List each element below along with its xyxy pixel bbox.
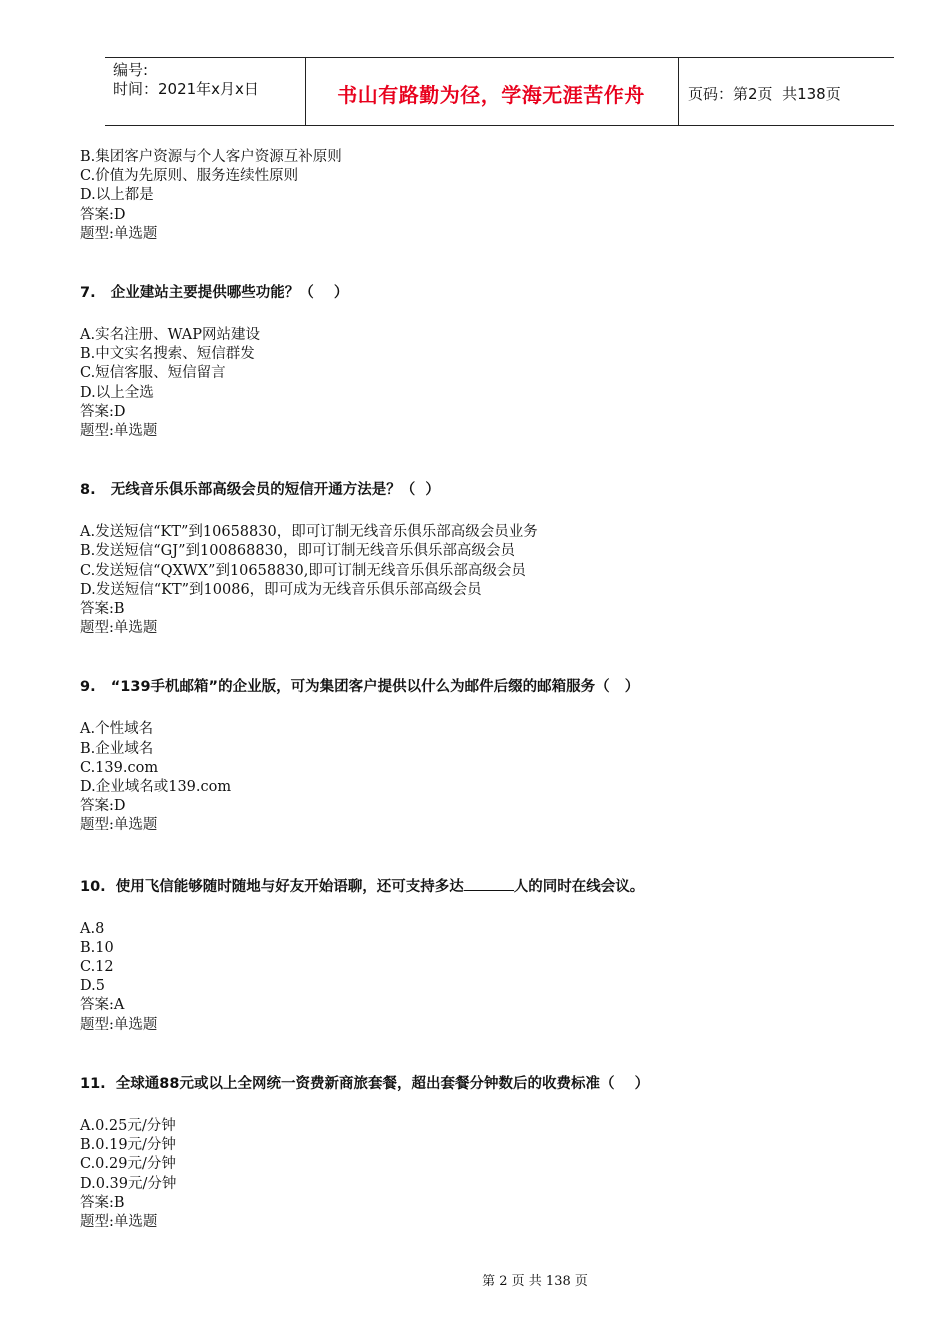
type-line: 题型:单选题 — [80, 620, 158, 637]
header-page-info: 页码：第2页 共138页 — [688, 85, 841, 103]
page-header — [105, 57, 894, 125]
header-bottom-rule — [105, 125, 894, 126]
header-top-rule — [105, 57, 894, 58]
option-c: C.短信客服、短信留言 — [80, 365, 226, 382]
option-c: C.发送短信“QXWX”到10658830,即可订制无线音乐俱乐部高级会员 — [80, 562, 526, 579]
type-line: 题型:单选题 — [80, 817, 158, 834]
option-a: A.0.25元/分钟 — [80, 1117, 176, 1134]
question-10 — [80, 876, 880, 1035]
question-text — [80, 876, 880, 897]
page-footer: 第 2 页 共 138 页 — [482, 1274, 588, 1289]
option-c: C.12 — [80, 959, 114, 976]
option-c: C.0.29元/分钟 — [80, 1156, 176, 1173]
option-b: B.企业域名 — [80, 740, 154, 757]
option-a: A.实名注册、WAP网站建设 — [80, 327, 260, 344]
answer-line: 答案:A — [80, 997, 125, 1014]
type-line: 题型:单选题 — [80, 1213, 158, 1230]
option-a: A.发送短信“KT”到10658830，即可订制无线音乐俱乐部高级会员业务 — [80, 524, 538, 541]
answer-line: 答案:D — [80, 798, 126, 815]
question-11 — [80, 1075, 880, 1232]
answer-line: 答案:D — [80, 403, 126, 420]
answer-line: 答案:B — [80, 1194, 125, 1211]
option-a: A.8 — [80, 920, 105, 937]
intro-block — [80, 148, 880, 244]
option-b: B.0.19元/分钟 — [80, 1137, 176, 1154]
option-line: D.以上都是 — [80, 187, 154, 204]
option-d: D.5 — [80, 978, 105, 995]
number-label: 编号: — [113, 61, 149, 79]
question-text-pre: 10. 使用飞信能够随时随地与好友开始语聊，还可支持多达 — [80, 878, 464, 895]
option-d: D.企业域名或139.com — [80, 779, 232, 796]
time-label: 时间：2021年x月x日 — [113, 80, 259, 98]
header-motto: 书山有路勤为径，学海无涯苦作舟 — [337, 83, 645, 107]
option-b: B.中文实名搜索、短信群发 — [80, 346, 255, 363]
answer-line: 答案:B — [80, 601, 125, 618]
type-line: 题型:单选题 — [80, 423, 158, 440]
question-text: 9. “139手机邮箱”的企业版，可为集团客户提供以什么为邮件后缀的邮箱服务（ ） — [80, 679, 640, 696]
option-b: B.发送短信“GJ”到100868830，即可订制无线音乐俱乐部高级会员 — [80, 543, 516, 560]
question-8 — [80, 481, 880, 638]
question-text: 7. 企业建站主要提供哪些功能？（ ） — [80, 285, 349, 302]
option-b: B.10 — [80, 939, 114, 956]
type-line: 题型:单选题 — [80, 1016, 158, 1033]
option-c: C.139.com — [80, 759, 159, 776]
question-text: 8. 无线音乐俱乐部高级会员的短信开通方法是？（ ） — [80, 482, 440, 499]
document-body — [80, 148, 880, 1232]
option-line: C.价值为先原则、服务连续性原则 — [80, 168, 299, 185]
option-line: B.集团客户资源与个人客户资源互补原则 — [80, 149, 342, 165]
option-d: D.以上全选 — [80, 384, 154, 401]
header-meta — [113, 61, 259, 99]
answer-line: 答案:D — [80, 206, 126, 223]
option-a: A.个性域名 — [80, 721, 154, 738]
question-7 — [80, 284, 880, 441]
option-d: D.0.39元/分钟 — [80, 1175, 177, 1192]
option-d: D.发送短信“KT”到10086，即可成为无线音乐俱乐部高级会员 — [80, 581, 482, 598]
type-line: 题型:单选题 — [80, 225, 158, 242]
header-divider-right — [678, 57, 679, 126]
question-9 — [80, 678, 880, 835]
question-text-post: 人的同时在线会议。 — [513, 878, 645, 895]
fill-blank — [464, 876, 514, 891]
question-text: 11. 全球通88元或以上全网统一资费新商旅套餐，超出套餐分钟数后的收费标准（ ） — [80, 1075, 650, 1092]
